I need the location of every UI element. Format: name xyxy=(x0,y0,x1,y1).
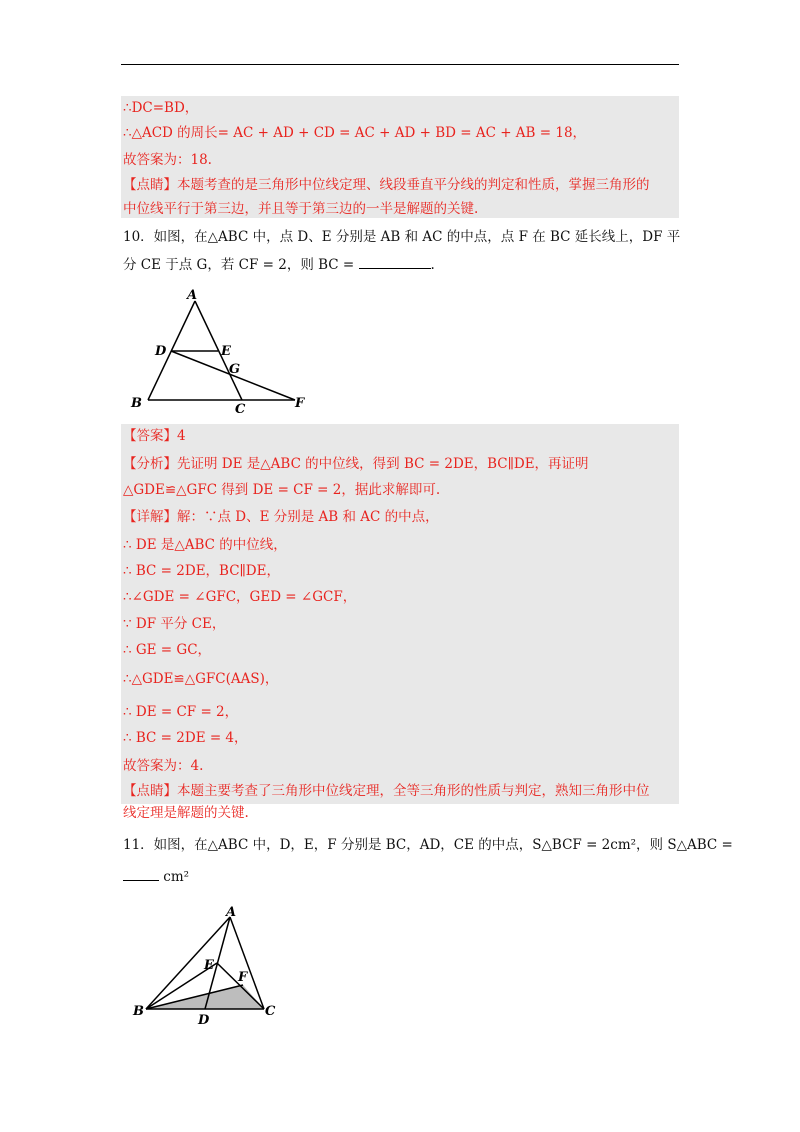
sol10-line-13: 故答案为：4. xyxy=(123,758,204,774)
q10-label-d: D xyxy=(155,344,167,359)
sol9-line-4: 【点睛】本题考查的是三角形中位线定理、线段垂直平分线的判定和性质，掌握三角形的 xyxy=(123,177,650,193)
q11-label-e: E xyxy=(204,958,214,973)
q11-label-f: F xyxy=(238,970,248,985)
sol9-line-1: ∴DC=BD， xyxy=(123,100,199,116)
sol10-line-10: ∴△GDE≌△GFC(AAS)， xyxy=(123,671,279,687)
q10-line-1: 10．如图，在△ABC 中，点 D、E 分别是 AB 和 AC 的中点，点 F 在 BC 延长线上，DF 平 xyxy=(123,229,681,245)
sol10-line-11: ∴ DE = CF = 2， xyxy=(123,704,239,720)
q11-label-c: C xyxy=(265,1004,276,1019)
sol10-line-15: 线定理是解题的关键. xyxy=(123,805,249,821)
q10-line-2-text: 分 CE 于点 G，若 CF = 2，则 BC = xyxy=(123,257,355,273)
sol10-line-4: 【详解】解：∵点 D、E 分别是 AB 和 AC 的中点， xyxy=(123,509,439,525)
sol9-line-5: 中位线平行于第三边，并且等于第三边的一半是解题的关键. xyxy=(123,201,479,217)
q10-label-a: A xyxy=(187,288,198,303)
q11-line-2 xyxy=(123,868,189,886)
q11-line-1: 11．如图，在△ABC 中，D，E，F 分别是 BC，AD，CE 的中点，S△BCF = 2cm²，则 S△ABC = xyxy=(123,837,733,853)
q10-label-b: B xyxy=(131,396,142,411)
q11-figure xyxy=(130,905,290,1030)
q10-answer-blank xyxy=(359,256,431,269)
q11-label-d: D xyxy=(198,1013,210,1028)
sol10-line-3: △GDE≌△GFC 得到 DE = CF = 2，据此求解即可. xyxy=(123,482,441,498)
sol10-line-1: 【答案】4 xyxy=(123,428,186,444)
sol10-line-2: 【分析】先证明 DE 是△ABC 的中位线，得到 BC = 2DE，BC∥DE，再证明 xyxy=(123,456,589,472)
sol10-line-8: ∵ DF 平分 CE， xyxy=(123,616,226,632)
sol10-line-6: ∴ BC = 2DE，BC∥DE， xyxy=(123,563,280,579)
sol9-line-3: 故答案为：18. xyxy=(123,152,212,168)
sol10-line-12: ∴ BC = 2DE = 4， xyxy=(123,730,248,746)
q10-label-c: C xyxy=(235,402,246,417)
q11-answer-blank xyxy=(123,868,159,881)
sol9-line-2: ∴△ACD 的周长= AC + AD + CD = AC + AD + BD = AC + AB = 18， xyxy=(123,125,587,141)
q10-figure xyxy=(125,285,325,420)
sol10-line-9: ∴ GE = GC， xyxy=(123,642,212,658)
sol10-line-7: ∴∠GDE = ∠GFC，GED = ∠GCF， xyxy=(123,589,357,605)
sol10-line-14: 【点睛】本题主要考查了三角形中位线定理，全等三角形的性质与判定，熟知三角形中位 xyxy=(123,783,650,799)
q11-label-b: B xyxy=(133,1004,144,1019)
q11-unit: cm² xyxy=(163,869,190,885)
q11-label-a: A xyxy=(226,905,237,920)
q10-label-e: E xyxy=(221,344,231,359)
q10-label-f: F xyxy=(295,396,305,411)
header-rule xyxy=(121,64,679,65)
q10-line-2-end: . xyxy=(430,257,435,273)
q10-line-2 xyxy=(123,256,435,274)
sol10-line-5: ∴ DE 是△ABC 的中位线， xyxy=(123,537,287,553)
q10-label-g: G xyxy=(229,362,241,377)
